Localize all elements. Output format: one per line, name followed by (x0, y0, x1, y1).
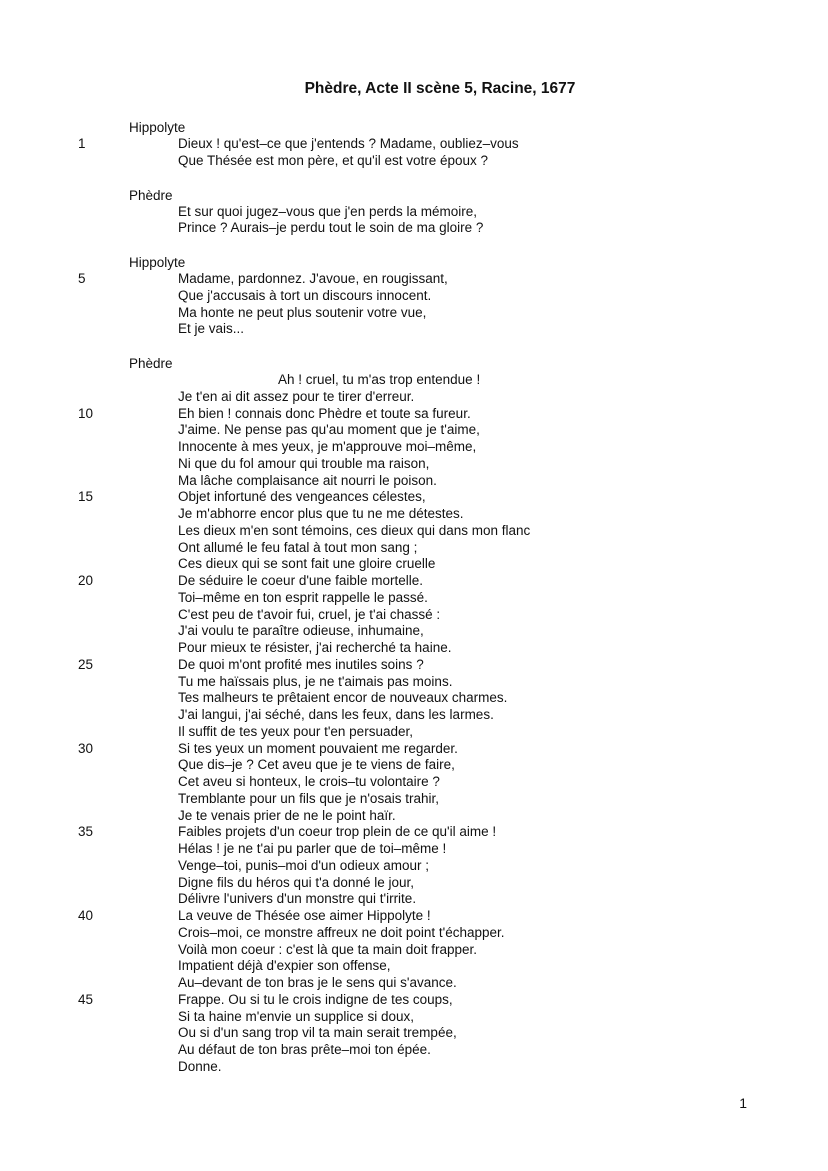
line-number: 20 (78, 573, 94, 588)
verse-text: Faibles projets d'un coeur trop plein de ce qu'il aime ! (178, 824, 497, 840)
verse-text: J'aime. Ne pense pas qu'au moment que je t'aime, (178, 422, 480, 438)
verse-line (0, 271, 828, 288)
verse-line (0, 136, 828, 153)
verse-text: Ma honte ne peut plus soutenir votre vue, (178, 304, 427, 320)
verse-text: Il suffit de tes yeux pour t'en persuader, (178, 723, 413, 739)
verse-text: Ah ! cruel, tu m'as trop entendue ! (278, 372, 481, 387)
line-number: 25 (78, 656, 94, 672)
verse-text: Innocente à mes yeux, je m'approuve moi–même, (178, 439, 477, 454)
verse-text: Ou si d'un sang trop vil ta main serait trempée, (178, 1025, 457, 1041)
verse-text: Tes malheurs te prêtaient encor de nouveaux charmes. (178, 690, 508, 706)
verse-line (0, 305, 828, 322)
verse-text: Frappe. Ou si tu le crois indigne de tes coups, (178, 991, 453, 1007)
verse-text: J'ai langui, j'ai séché, dans les feux, dans les larmes. (178, 707, 494, 722)
verse-line (0, 824, 828, 841)
verse-line (0, 942, 828, 959)
line-number: 35 (78, 824, 94, 840)
verse-text: La veuve de Thésée ose aimer Hippolyte ! (178, 908, 431, 923)
verse-text: Toi–même en ton esprit rappelle le passé. (178, 589, 428, 605)
verse-text: De quoi m'ont profité mes inutiles soins ? (178, 656, 424, 672)
verse-text: Si ta haine m'envie un supplice si doux, (178, 1008, 414, 1024)
verse-line (0, 406, 828, 423)
verse-text: Digne fils du héros qui t'a donné le jour, (178, 874, 414, 890)
verse-line (0, 153, 828, 170)
verse-text: Prince ? Aurais–je perdu tout le soin de ma gloire ? (178, 220, 484, 236)
verse-text: Je t'en ai dit assez pour te tirer d'erreur. (178, 388, 415, 404)
verse-line (0, 422, 828, 439)
verse-line (0, 640, 828, 657)
verse-line (0, 774, 828, 791)
page-title: Phèdre, Acte II scène 5, Racine, 1677 (304, 80, 576, 97)
line-number: 10 (78, 405, 94, 421)
verse-line (0, 841, 828, 858)
verse-line (0, 858, 828, 875)
verse-text: Crois–moi, ce monstre affreux ne doit point t'échapper. (178, 924, 505, 940)
verse-text: Au défaut de ton bras prête–moi ton épée. (178, 1042, 431, 1057)
verse-line (0, 590, 828, 607)
verse-text: Ont allumé le feu fatal à tout mon sang ; (178, 539, 418, 555)
verse-line (0, 908, 828, 925)
verse-line (0, 724, 828, 741)
verse-text: J'ai voulu te paraître odieuse, inhumaine, (178, 623, 424, 639)
verse-line (0, 204, 828, 221)
verse-text: Donne. (178, 1058, 222, 1074)
verse-text: Les dieux m'en sont témoins, ces dieux qui dans mon flanc (178, 522, 531, 538)
verse-line (0, 975, 828, 992)
speaker-name: Hippolyte (129, 255, 186, 270)
verse-text: C'est peu de t'avoir fui, cruel, je t'ai chassé : (178, 606, 441, 622)
verse-line (0, 925, 828, 942)
verse-line (0, 573, 828, 590)
verse-line (0, 607, 828, 624)
verse-text: Tu me haïssais plus, je ne t'aimais pas moins. (178, 673, 453, 689)
block-spacer (0, 237, 828, 254)
verse-line (0, 220, 828, 237)
verse-text: Objet infortuné des vengeances célestes, (178, 489, 426, 505)
verse-line (0, 875, 828, 892)
verse-text: Ces dieux qui se sont fait une gloire cruelle (178, 556, 436, 572)
verse-line (0, 741, 828, 758)
verse-text: Ma lâche complaisance ait nourri le poison. (178, 472, 437, 488)
speaker-name: Phèdre (129, 356, 173, 371)
verse-line (0, 372, 828, 389)
verse-line (0, 439, 828, 456)
verse-line (0, 523, 828, 540)
verse-line (0, 808, 828, 825)
verse-line (0, 891, 828, 908)
verse-line (0, 791, 828, 808)
verse-text: Pour mieux te résister, j'ai recherché ta haine. (178, 640, 452, 655)
verse-text: Venge–toi, punis–moi d'un odieux amour ; (178, 857, 429, 873)
verse-line (0, 1009, 828, 1026)
line-number: 5 (78, 271, 86, 286)
block-spacer (0, 170, 828, 187)
line-number: 15 (78, 489, 94, 505)
verse-line (0, 690, 828, 707)
verse-text: Au–devant de ton bras je le sens qui s'avance. (178, 975, 457, 990)
verse-text: Impatient déjà d'expier son offense, (178, 958, 391, 974)
line-number: 1 (78, 136, 86, 151)
line-number: 45 (78, 991, 94, 1007)
speaker-name: Hippolyte (129, 120, 186, 135)
verse-text: Ni que du fol amour qui trouble ma raison, (178, 455, 430, 471)
speaker-name: Phèdre (129, 187, 173, 203)
verse-line (0, 489, 828, 506)
verse-text: Et sur quoi jugez–vous que j'en perds la mémoire, (178, 203, 477, 219)
verse-line (0, 556, 828, 573)
verse-text: Je m'abhorre encor plus que tu ne me détestes. (178, 506, 464, 521)
verse-line (0, 757, 828, 774)
verse-line (0, 623, 828, 640)
verse-text: Madame, pardonnez. J'avoue, en rougissant, (178, 271, 448, 286)
verse-text: Que Thésée est mon père, et qu'il est votre époux ? (178, 152, 489, 168)
verse-line (0, 1025, 828, 1042)
verse-text: Que j'accusais à tort un discours innocent. (178, 287, 432, 303)
verse-line (0, 456, 828, 473)
verse-line (0, 288, 828, 305)
page-number: 1 (739, 1095, 747, 1111)
verse-text: Que dis–je ? Cet aveu que je te viens de faire, (178, 757, 455, 773)
verse-line (0, 1059, 828, 1076)
line-number: 30 (78, 740, 94, 756)
verse-line (0, 540, 828, 557)
verse-line (0, 657, 828, 674)
verse-line (0, 707, 828, 724)
verse-line (0, 389, 828, 406)
verse-line (0, 473, 828, 490)
verse-line (0, 506, 828, 523)
verse-text: Eh bien ! connais donc Phèdre et toute sa fureur. (178, 405, 471, 421)
verse-text: Tremblante pour un fils que je n'osais trahir, (178, 790, 439, 806)
verse-text: Et je vais... (178, 321, 245, 337)
verse-line (0, 958, 828, 975)
verse-line (0, 1042, 828, 1059)
play-text (0, 119, 828, 1076)
verse-line (0, 674, 828, 691)
verse-line (0, 992, 828, 1009)
line-number: 40 (78, 908, 94, 923)
verse-text: Je te venais prier de ne le point haïr. (178, 807, 396, 823)
verse-text: De séduire le coeur d'une faible mortelle. (178, 573, 423, 588)
verse-text: Si tes yeux un moment pouvaient me regarder. (178, 740, 458, 756)
verse-text: Délivre l'univers d'un monstre qui t'irrite. (178, 891, 417, 907)
verse-text: Voilà mon coeur : c'est là que ta main doit frapper. (178, 941, 477, 957)
verse-text: Hélas ! je ne t'ai pu parler que de toi–même ! (178, 841, 447, 856)
block-spacer (0, 338, 828, 355)
verse-text: Dieux ! qu'est–ce que j'entends ? Madame, oubliez–vous (178, 136, 519, 151)
verse-text: Cet aveu si honteux, le crois–tu volontaire ? (178, 774, 440, 789)
verse-line (0, 321, 828, 338)
